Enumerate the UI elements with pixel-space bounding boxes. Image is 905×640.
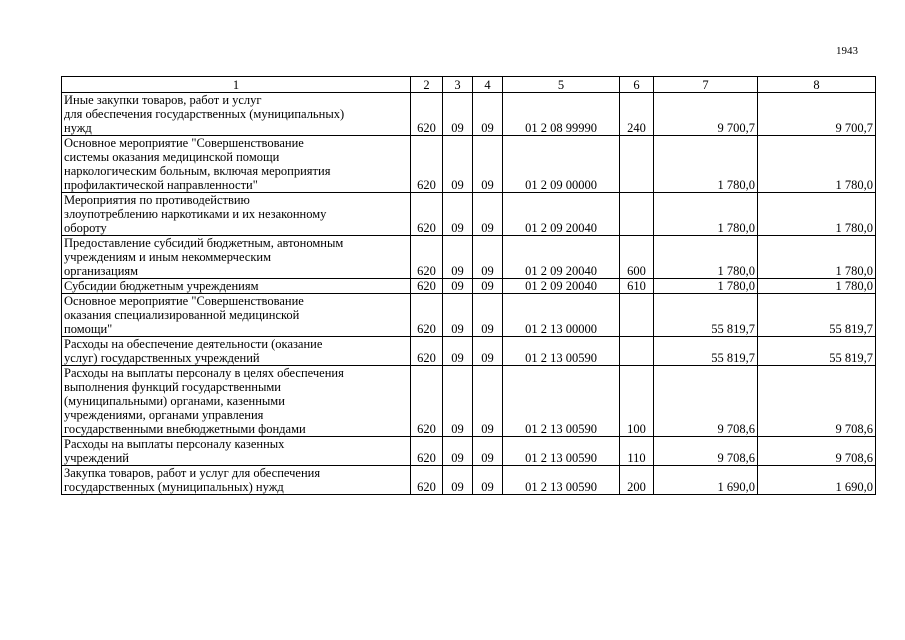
- table-row: [62, 437, 876, 466]
- row-subsection: 09: [473, 437, 503, 466]
- row-amount-col7: 1 690,0: [654, 466, 758, 495]
- row-name: Расходы на выплаты персоналу казенных учреждений: [62, 437, 411, 466]
- row-amount-col8: 1 690,0: [758, 466, 876, 495]
- row-target-article: 01 2 13 00590: [503, 366, 620, 437]
- row-expense-type: 100: [620, 366, 654, 437]
- table-row: [62, 294, 876, 337]
- header-cell: 1: [62, 77, 411, 93]
- row-code: 620: [411, 366, 443, 437]
- header-cell: 4: [473, 77, 503, 93]
- row-expense-type: [620, 193, 654, 236]
- row-section: 09: [443, 193, 473, 236]
- page-number: 1943: [836, 45, 858, 57]
- table-body: [62, 93, 876, 495]
- row-expense-type: 110: [620, 437, 654, 466]
- row-amount-col8: 9 708,6: [758, 437, 876, 466]
- table-row: [62, 136, 876, 193]
- row-name: Расходы на выплаты персоналу в целях обеспечения выполнения функций государственными (муниципальными) органами, казенными учреждениями, органами управления государственными внебюджетными фондами: [62, 366, 411, 437]
- row-code: 620: [411, 236, 443, 279]
- row-name: Субсидии бюджетным учреждениям: [62, 279, 411, 294]
- row-subsection: 09: [473, 193, 503, 236]
- row-name: Закупка товаров, работ и услуг для обеспечения государственных (муниципальных) нужд: [62, 466, 411, 495]
- row-code: 620: [411, 294, 443, 337]
- row-amount-col7: 1 780,0: [654, 193, 758, 236]
- row-section: 09: [443, 279, 473, 294]
- row-amount-col7: 9 700,7: [654, 93, 758, 136]
- header-cell: 3: [443, 77, 473, 93]
- row-subsection: 09: [473, 93, 503, 136]
- row-expense-type: [620, 136, 654, 193]
- row-subsection: 09: [473, 236, 503, 279]
- row-amount-col7: 55 819,7: [654, 337, 758, 366]
- row-code: 620: [411, 193, 443, 236]
- table-row: [62, 93, 876, 136]
- row-code: 620: [411, 93, 443, 136]
- row-code: 620: [411, 136, 443, 193]
- header-row: [62, 77, 876, 93]
- header-cell: 7: [654, 77, 758, 93]
- row-expense-type: [620, 337, 654, 366]
- row-amount-col7: 1 780,0: [654, 279, 758, 294]
- header-cell: 2: [411, 77, 443, 93]
- row-target-article: 01 2 13 00000: [503, 294, 620, 337]
- row-amount-col8: 1 780,0: [758, 236, 876, 279]
- row-section: 09: [443, 294, 473, 337]
- row-code: 620: [411, 466, 443, 495]
- row-subsection: 09: [473, 337, 503, 366]
- header-cell: 5: [503, 77, 620, 93]
- table-row: [62, 337, 876, 366]
- budget-table: [61, 76, 876, 495]
- row-subsection: 09: [473, 279, 503, 294]
- row-subsection: 09: [473, 466, 503, 495]
- row-amount-col8: 1 780,0: [758, 136, 876, 193]
- row-subsection: 09: [473, 136, 503, 193]
- table-row: [62, 366, 876, 437]
- row-expense-type: 610: [620, 279, 654, 294]
- row-target-article: 01 2 09 20040: [503, 236, 620, 279]
- row-amount-col7: 9 708,6: [654, 366, 758, 437]
- row-expense-type: 600: [620, 236, 654, 279]
- row-amount-col8: 1 780,0: [758, 193, 876, 236]
- row-code: 620: [411, 279, 443, 294]
- row-target-article: 01 2 13 00590: [503, 466, 620, 495]
- table-row: [62, 236, 876, 279]
- row-code: 620: [411, 437, 443, 466]
- header-cell: 8: [758, 77, 876, 93]
- row-target-article: 01 2 08 99990: [503, 93, 620, 136]
- row-amount-col8: 9 700,7: [758, 93, 876, 136]
- row-name: Основное мероприятие "Совершенствование системы оказания медицинской помощи наркологическим больным, включая мероприятия профилактической направленности": [62, 136, 411, 193]
- row-target-article: 01 2 09 20040: [503, 279, 620, 294]
- header-cell: 6: [620, 77, 654, 93]
- row-amount-col7: 1 780,0: [654, 236, 758, 279]
- row-amount-col7: 55 819,7: [654, 294, 758, 337]
- row-amount-col8: 1 780,0: [758, 279, 876, 294]
- row-expense-type: 240: [620, 93, 654, 136]
- row-target-article: 01 2 13 00590: [503, 437, 620, 466]
- table-row: [62, 279, 876, 294]
- row-section: 09: [443, 437, 473, 466]
- row-section: 09: [443, 236, 473, 279]
- row-subsection: 09: [473, 366, 503, 437]
- row-expense-type: [620, 294, 654, 337]
- row-name: Предоставление субсидий бюджетным, автономным учреждениям и иным некоммерческим организациям: [62, 236, 411, 279]
- row-name: Иные закупки товаров, работ и услуг для обеспечения государственных (муниципальных) нужд: [62, 93, 411, 136]
- row-name: Основное мероприятие "Совершенствование оказания специализированной медицинской помощи": [62, 294, 411, 337]
- table-row: [62, 193, 876, 236]
- row-target-article: 01 2 09 00000: [503, 136, 620, 193]
- row-section: 09: [443, 466, 473, 495]
- row-section: 09: [443, 136, 473, 193]
- row-target-article: 01 2 09 20040: [503, 193, 620, 236]
- row-name: Мероприятия по противодействию злоупотреблению наркотиками и их незаконному обороту: [62, 193, 411, 236]
- row-amount-col8: 9 708,6: [758, 366, 876, 437]
- row-target-article: 01 2 13 00590: [503, 337, 620, 366]
- row-amount-col7: 1 780,0: [654, 136, 758, 193]
- table-row: [62, 466, 876, 495]
- row-code: 620: [411, 337, 443, 366]
- row-name: Расходы на обеспечение деятельности (оказание услуг) государственных учреждений: [62, 337, 411, 366]
- row-section: 09: [443, 337, 473, 366]
- row-amount-col8: 55 819,7: [758, 337, 876, 366]
- row-amount-col7: 9 708,6: [654, 437, 758, 466]
- row-section: 09: [443, 366, 473, 437]
- row-subsection: 09: [473, 294, 503, 337]
- row-section: 09: [443, 93, 473, 136]
- row-amount-col8: 55 819,7: [758, 294, 876, 337]
- row-expense-type: 200: [620, 466, 654, 495]
